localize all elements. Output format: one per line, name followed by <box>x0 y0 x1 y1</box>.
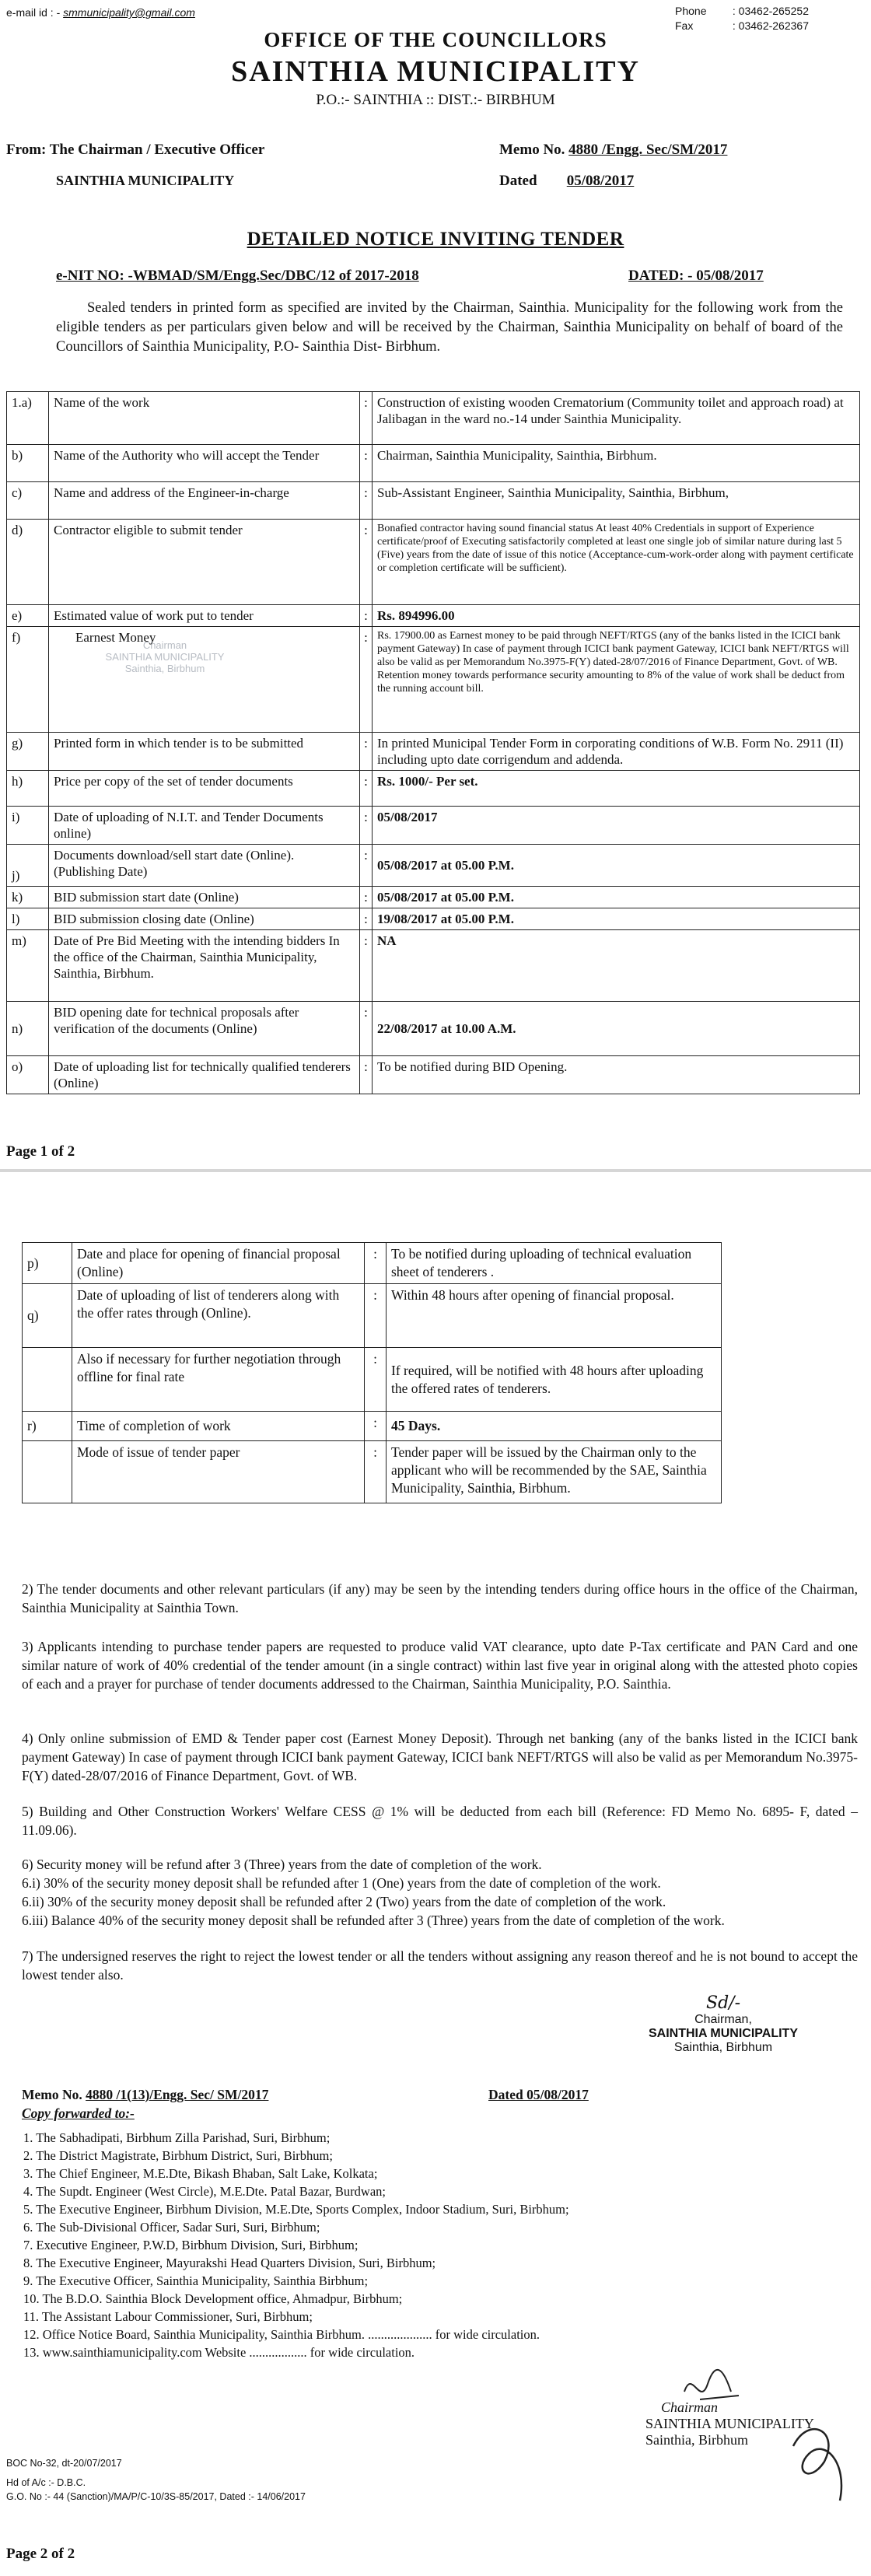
signature-block-1 <box>638 1993 809 2055</box>
row-value: To be notified during uploading of technical evaluation sheet of tenderers . <box>387 1243 722 1284</box>
row-value: To be notified during BID Opening. <box>373 1056 860 1094</box>
list-item: 13. www.sainthiamunicipality.com Website .................. for wide circulation. <box>23 2345 415 2360</box>
go-line: G.O. No :- 44 (Sanction)/MA/P/C-10/3S-85/2017, Dated :- 14/06/2017 <box>6 2491 306 2502</box>
list-item: 7. Executive Engineer, P.W.D, Birbhum Division, Suri, Birbhum; <box>23 2238 359 2252</box>
row-number: b) <box>7 445 49 482</box>
row-value: 22/08/2017 at 10.00 A.M. <box>373 1002 860 1056</box>
intro-paragraph: Sealed tenders in printed form as specified are invited by the Chairman, Sainthia. Municipality for the following work from the eligible tenders as per particulars given below and will be received by the Chairman, Sainthia Municipality on behalf of board of the Councillors of Sainthia Municipality, P.O- Sainthia Dist- Birbhum. <box>56 300 843 355</box>
page-number: Page 1 of 2 <box>6 1143 75 1160</box>
signature-sd: Sd/- <box>706 1993 740 2013</box>
row-number: o) <box>7 1056 49 1094</box>
list-item: 4. The Supdt. Engineer (West Circle), M.E.Dte. Patal Bazar, Burdwan; <box>23 2184 387 2199</box>
row-value: Rs. 1000/- Per set. <box>373 771 860 807</box>
row-number: c) <box>7 482 49 520</box>
tender-details-table-continued <box>22 1242 722 1503</box>
list-item: 2. The District Magistrate, Birbhum District, Suri, Birbhum; <box>23 2148 333 2163</box>
office-heading: OFFICE OF THE COUNCILLORS <box>264 28 607 51</box>
row-number: j) <box>7 845 49 887</box>
row-label: Date of uploading list for technically qualified tenderers (Online) <box>49 1056 360 1094</box>
table-row: o) Date of uploading list for technically qualified tenderers (Online) : To be notified during BID Opening. <box>7 1056 860 1094</box>
table-row: c) Name and address of the Engineer-in-charge : Sub-Assistant Engineer, Sainthia Municipality, Sainthia, Birbhum, <box>7 482 860 520</box>
para-6-ii: 6.ii) 30% of the security money deposit shall be refunded after 2 (Two) years from the date of completion of the work. <box>22 1894 666 1909</box>
table-row: r) Time of completion of work : 45 Days. <box>23 1412 722 1441</box>
row-number: g) <box>7 733 49 771</box>
address-line: P.O.:- SAINTHIA :: DIST.:- BIRBHUM <box>316 92 555 108</box>
signature-title: Chairman, <box>694 2013 752 2026</box>
table-row: e) Estimated value of work put to tender : Rs. 894996.00 <box>7 605 860 627</box>
row-label: Mode of issue of tender paper <box>72 1441 365 1503</box>
email-label: e-mail id : - <box>6 6 61 19</box>
row-number: i) <box>7 807 49 845</box>
page-2 <box>0 1171 871 2576</box>
table-row: f) Earnest Money : Rs. 17900.00 as Earnest money to be paid through NEFT/RTGS (any of the banks listed in the ICICI bank payment Gateway) In case of payment through ICICI bank payment Gateway, ICICI bank NEFT/RTGS will also be valid as per Memorandum No.3975-F(Y) dated-28/07/2016 of Finance Department, Govt. of WB. Retention money towards performance security amounting to 8% of the value of work shall be deduct from the running account bill. <box>7 627 860 733</box>
table-row: m) Date of Pre Bid Meeting with the intending bidders In the office of the Chairman, Sainthia Municipality, Sainthia, Birbhum. : NA <box>7 930 860 1002</box>
signature-place: Sainthia, Birbhum <box>673 2041 773 2054</box>
row-label: Contractor eligible to submit tender <box>49 520 360 605</box>
tender-details-table <box>6 391 860 1094</box>
list-item: 10. The B.D.O. Sainthia Block Development office, Ahmadpur, Birbhum; <box>23 2291 403 2306</box>
row-value: Construction of existing wooden Crematorium (Community toilet and approach road) at Jalibagan in the ward no.-14 under Sainthia Municipality. <box>373 392 860 445</box>
list-item: 9. The Executive Officer, Sainthia Municipality, Sainthia Birbhum; <box>23 2273 369 2288</box>
row-label: Name of the Authority who will accept the Tender <box>49 445 360 482</box>
row-label: Price per copy of the set of tender documents <box>49 771 360 807</box>
row-value: Within 48 hours after opening of financial proposal. <box>387 1284 722 1348</box>
para-2: 2) The tender documents and other relevant particulars (if any) may be seen by the intending tenders during office hours in the office of the Chairman, Sainthia Municipality at Sainthia Town. <box>22 1581 858 1615</box>
row-number: d) <box>7 520 49 605</box>
row-label: BID submission start date (Online) <box>49 887 360 908</box>
row-number: e) <box>7 605 49 627</box>
email-value: smmunicipality@gmail.com <box>63 6 195 19</box>
row-label: Date and place for opening of financial proposal (Online) <box>72 1243 365 1284</box>
row-label: Documents download/sell start date (Online). (Publishing Date) <box>49 845 360 887</box>
memo-label: Memo No. <box>499 142 565 158</box>
row-value: Sub-Assistant Engineer, Sainthia Municipality, Sainthia, Birbhum, <box>373 482 860 520</box>
memo-2-dated: Dated 05/08/2017 <box>488 2087 589 2102</box>
para-6-iii: 6.iii) Balance 40% of the security money deposit shall be refunded after 3 (Three) years from the date of completion of the work. <box>22 1913 725 1928</box>
row-value: Rs. 894996.00 <box>373 605 860 627</box>
hd-line: Hd of A/c :- D.B.C. <box>6 2477 86 2488</box>
memo-2-line <box>22 2087 268 2103</box>
row-number: r) <box>23 1412 72 1441</box>
row-label: Time of completion of work <box>72 1412 365 1441</box>
row-value: Rs. 17900.00 as Earnest money to be paid through NEFT/RTGS (any of the banks listed in the ICICI bank payment Gateway) In case of payment through ICICI bank payment Gateway, ICICI bank NEFT/RTGS will also be valid as per Memorandum No.3975-F(Y) dated-28/07/2016 of Finance Department, Govt. of WB. Retention money towards performance security amounting to 8% of the value of work shall be deduct from the running account bill. <box>373 627 860 733</box>
row-value: If required, will be notified with 48 hours after uploading the offered rates of tenderers. <box>387 1348 722 1412</box>
dated-line <box>499 173 634 190</box>
row-label: Printed form in which tender is to be submitted <box>49 733 360 771</box>
table-row: b) Name of the Authority who will accept the Tender : Chairman, Sainthia Municipality, Sainthia, Birbhum. <box>7 445 860 482</box>
row-number: q) <box>23 1284 72 1348</box>
phone-line <box>675 5 809 17</box>
list-item: 1. The Sabhadipati, Birbhum Zilla Parishad, Suri, Birbhum; <box>23 2130 331 2145</box>
signature-2-place: Sainthia, Birbhum <box>645 2432 748 2448</box>
para-5: 5) Building and Other Construction Workers' Welfare CESS @ 1% will be deducted from each bill (Reference: FD Memo No. 6895- F, dated – 11.09.06). <box>22 1804 858 1838</box>
para-6: 6) Security money will be refund after 3 (Three) years from the date of completion of the work. <box>22 1857 542 1872</box>
row-number: 1.a) <box>7 392 49 445</box>
row-label: Name and address of the Engineer-in-charge <box>49 482 360 520</box>
copy-forwarded-list <box>23 2129 848 2361</box>
row-label: Name of the work <box>49 392 360 445</box>
table-row: p) Date and place for opening of financial proposal (Online) : To be notified during uploading of technical evaluation sheet of tenderers . <box>23 1243 722 1284</box>
phone-label: Phone <box>675 5 707 17</box>
list-item: 6. The Sub-Divisional Officer, Sadar Suri, Suri, Birbhum; <box>23 2220 320 2235</box>
signature-2-title: Chairman <box>661 2399 719 2415</box>
para-3: 3) Applicants intending to purchase tender papers are requested to produce valid VAT clearance, upto date P-Tax certificate and PAN Card and one similar nature of work of 40% credential of the tender amount (in a single contract) within last five year in original along with the attested photo copies of each and a prayer for purchase of tender documents addressed to the Chairman, Sainthia Municipality, P.O. Sainthia. <box>22 1639 858 1692</box>
table-row: Mode of issue of tender paper : Tender paper will be issued by the Chairman only to the applicant who will be recommended by the SAE, Sainthia Municipality, Sainthia, Birbhum. <box>23 1441 722 1503</box>
row-value: 45 Days. <box>387 1412 722 1441</box>
list-item: 12. Office Notice Board, Sainthia Municipality, Sainthia Birbhum. .................... for wide circulation. <box>23 2327 540 2342</box>
nit-dated: DATED: - 05/08/2017 <box>628 268 764 284</box>
stamp-line-1: Chairman <box>142 639 187 651</box>
table-row: h) Price per copy of the set of tender documents : Rs. 1000/- Per set. <box>7 771 860 807</box>
table-row: 1.a) Name of the work : Construction of existing wooden Crematorium (Community toilet and approach road) at Jalibagan in the ward no.-14 under Sainthia Municipality. <box>7 392 860 445</box>
row-label: BID opening date for technical proposals after verification of the documents (Online) <box>49 1002 360 1056</box>
row-number: m) <box>7 930 49 1002</box>
row-number <box>23 1348 72 1412</box>
signature-2-org: SAINTHIA MUNICIPALITY <box>645 2416 814 2431</box>
row-number: l) <box>7 908 49 930</box>
table-row: k) BID submission start date (Online) : 05/08/2017 at 05.00 P.M. <box>7 887 860 908</box>
table-row: d) Contractor eligible to submit tender : Bonafied contractor having sound financial status At least 40% Credentials in support of Experience certificate/proof of Executing satisfactorily completed at least one single job of similar nature during last 5 (Five) years from the date of issue of this notice (Acceptance-cum-work-order along with payment certificate or completion certificate will be sufficient). <box>7 520 860 605</box>
row-label: BID submission closing date (Online) <box>49 908 360 930</box>
row-number: h) <box>7 771 49 807</box>
row-value: In printed Municipal Tender Form in corporating conditions of W.B. Form No. 2911 (II) including upto date corrigendum and addenda. <box>373 733 860 771</box>
table-row: Also if necessary for further negotiation through offline for final rate : If required, will be notified with 48 hours after uploading the offered rates of tenderers. <box>23 1348 722 1412</box>
row-number: k) <box>7 887 49 908</box>
para-4: 4) Only online submission of EMD & Tender paper cost (Earnest Money Deposit). Through net banking (any of the banks listed in the ICICI bank payment Gateway) In case of payment through ICICI bank payment Gateway, ICICI bank NEFT/RTGS will also be valid as per Memorandum No.3975-F(Y) dated-28/07/2016 of Finance Department, Govt. of WB. <box>22 1731 858 1783</box>
list-item: 5. The Executive Engineer, Birbhum Division, M.E.Dte, Sports Complex, Indoor Stadium, Suri, Birbhum; <box>23 2202 569 2217</box>
municipality-heading: SAINTHIA MUNICIPALITY <box>231 55 640 88</box>
page-1 <box>0 0 871 1171</box>
row-value: Chairman, Sainthia Municipality, Sainthia, Birbhum. <box>373 445 860 482</box>
stamp-line-2: SAINTHIA MUNICIPALITY <box>105 651 225 663</box>
copy-forwarded-heading: Copy forwarded to:- <box>22 2105 135 2121</box>
row-value: 05/08/2017 <box>373 807 860 845</box>
fax-value: : 03462-262367 <box>732 19 809 32</box>
table-row: n) BID opening date for technical proposals after verification of the documents (Online) : 22/08/2017 at 10.00 A.M. <box>7 1002 860 1056</box>
table-row: g) Printed form in which tender is to be submitted : In printed Municipal Tender Form in corporating conditions of W.B. Form No. 2911 (II) including upto date corrigendum and addenda. <box>7 733 860 771</box>
list-item: 11. The Assistant Labour Commissioner, Suri, Birbhum; <box>23 2309 313 2324</box>
dated-label: Dated <box>499 173 537 189</box>
para-7: 7) The undersigned reserves the right to reject the lowest tender or all the tenders without assigning any reason thereof and he is not bound to accept the lowest tender also. <box>22 1948 858 1983</box>
row-label: Date of Pre Bid Meeting with the intending bidders In the office of the Chairman, Sainthia Municipality, Sainthia, Birbhum. <box>49 930 360 1002</box>
row-value: 05/08/2017 at 05.00 P.M. <box>373 845 860 887</box>
row-value: 19/08/2017 at 05.00 P.M. <box>373 908 860 930</box>
memo-2-value: 4880 /1(13)/Engg. Sec/ SM/2017 <box>86 2087 269 2102</box>
table-row: q) Date of uploading of list of tenderers along with the offer rates through (Online). : Within 48 hours after opening of financial proposal. <box>23 1284 722 1348</box>
row-number <box>23 1441 72 1503</box>
table-row: l) BID submission closing date (Online) : 19/08/2017 at 05.00 P.M. <box>7 908 860 930</box>
row-label: Date of uploading of list of tenderers along with the offer rates through (Online). <box>72 1284 365 1348</box>
row-number: p) <box>23 1243 72 1284</box>
signature-block-2 <box>645 2399 817 2448</box>
row-value: NA <box>373 930 860 1002</box>
dated-value: 05/08/2017 <box>566 173 635 189</box>
list-item: 8. The Executive Engineer, Mayurakshi Head Quarters Division, Suri, Birbhum; <box>23 2256 436 2270</box>
phone-value: : 03462-265252 <box>732 5 809 17</box>
nit-number: e-NIT NO: -WBMAD/SM/Engg.Sec/DBC/12 of 2017-2018 <box>56 268 419 284</box>
row-label: Date of uploading of N.I.T. and Tender Documents online) <box>49 807 360 845</box>
table-row: j) Documents download/sell start date (Online). (Publishing Date) : 05/08/2017 at 05.00 P.M. <box>7 845 860 887</box>
row-label: Estimated value of work put to tender <box>49 605 360 627</box>
row-number: f) <box>7 627 49 733</box>
row-label: Also if necessary for further negotiation through offline for final rate <box>72 1348 365 1412</box>
row-value: 05/08/2017 at 05.00 P.M. <box>373 887 860 908</box>
row-label: Earnest Money <box>49 627 360 733</box>
row-number: n) <box>7 1002 49 1056</box>
memo-value: 4880 /Engg. Sec/SM/2017 <box>568 142 728 158</box>
email-line <box>6 6 195 19</box>
stamp-line-3: Sainthia, Birbhum <box>124 663 205 674</box>
boc-line: BOC No-32, dt-20/07/2017 <box>6 2458 122 2469</box>
memo-line <box>499 142 727 159</box>
from-line: From: The Chairman / Executive Officer <box>6 142 265 158</box>
list-item: 3. The Chief Engineer, M.E.Dte, Bikash Bhaban, Salt Lake, Kolkata; <box>23 2166 378 2181</box>
notice-title: DETAILED NOTICE INVITING TENDER <box>247 229 624 250</box>
page-number-2: Page 2 of 2 <box>6 2546 75 2562</box>
memo-2-label: Memo No. <box>22 2087 82 2102</box>
from-org: SAINTHIA MUNICIPALITY <box>56 173 235 188</box>
row-value: Tender paper will be issued by the Chairman only to the applicant who will be recommended by the SAE, Sainthia Municipality, Sainthia, Birbhum. <box>387 1441 722 1503</box>
signature-org: SAINTHIA MUNICIPALITY <box>649 2027 798 2040</box>
para-6-i: 6.i) 30% of the security money deposit shall be refunded after 1 (One) years from the date of completion of the work. <box>22 1875 661 1891</box>
row-value: Bonafied contractor having sound financial status At least 40% Credentials in support of Experience certificate/proof of Executing satisfactorily completed at least one single job of similar nature during last 5 (Five) years from the date of issue of this notice (Acceptance-cum-work-order along with payment certificate or completion certificate will be sufficient). <box>373 520 860 605</box>
fax-label: Fax <box>675 19 694 32</box>
table-row: i) Date of uploading of N.I.T. and Tender Documents online) : 05/08/2017 <box>7 807 860 845</box>
